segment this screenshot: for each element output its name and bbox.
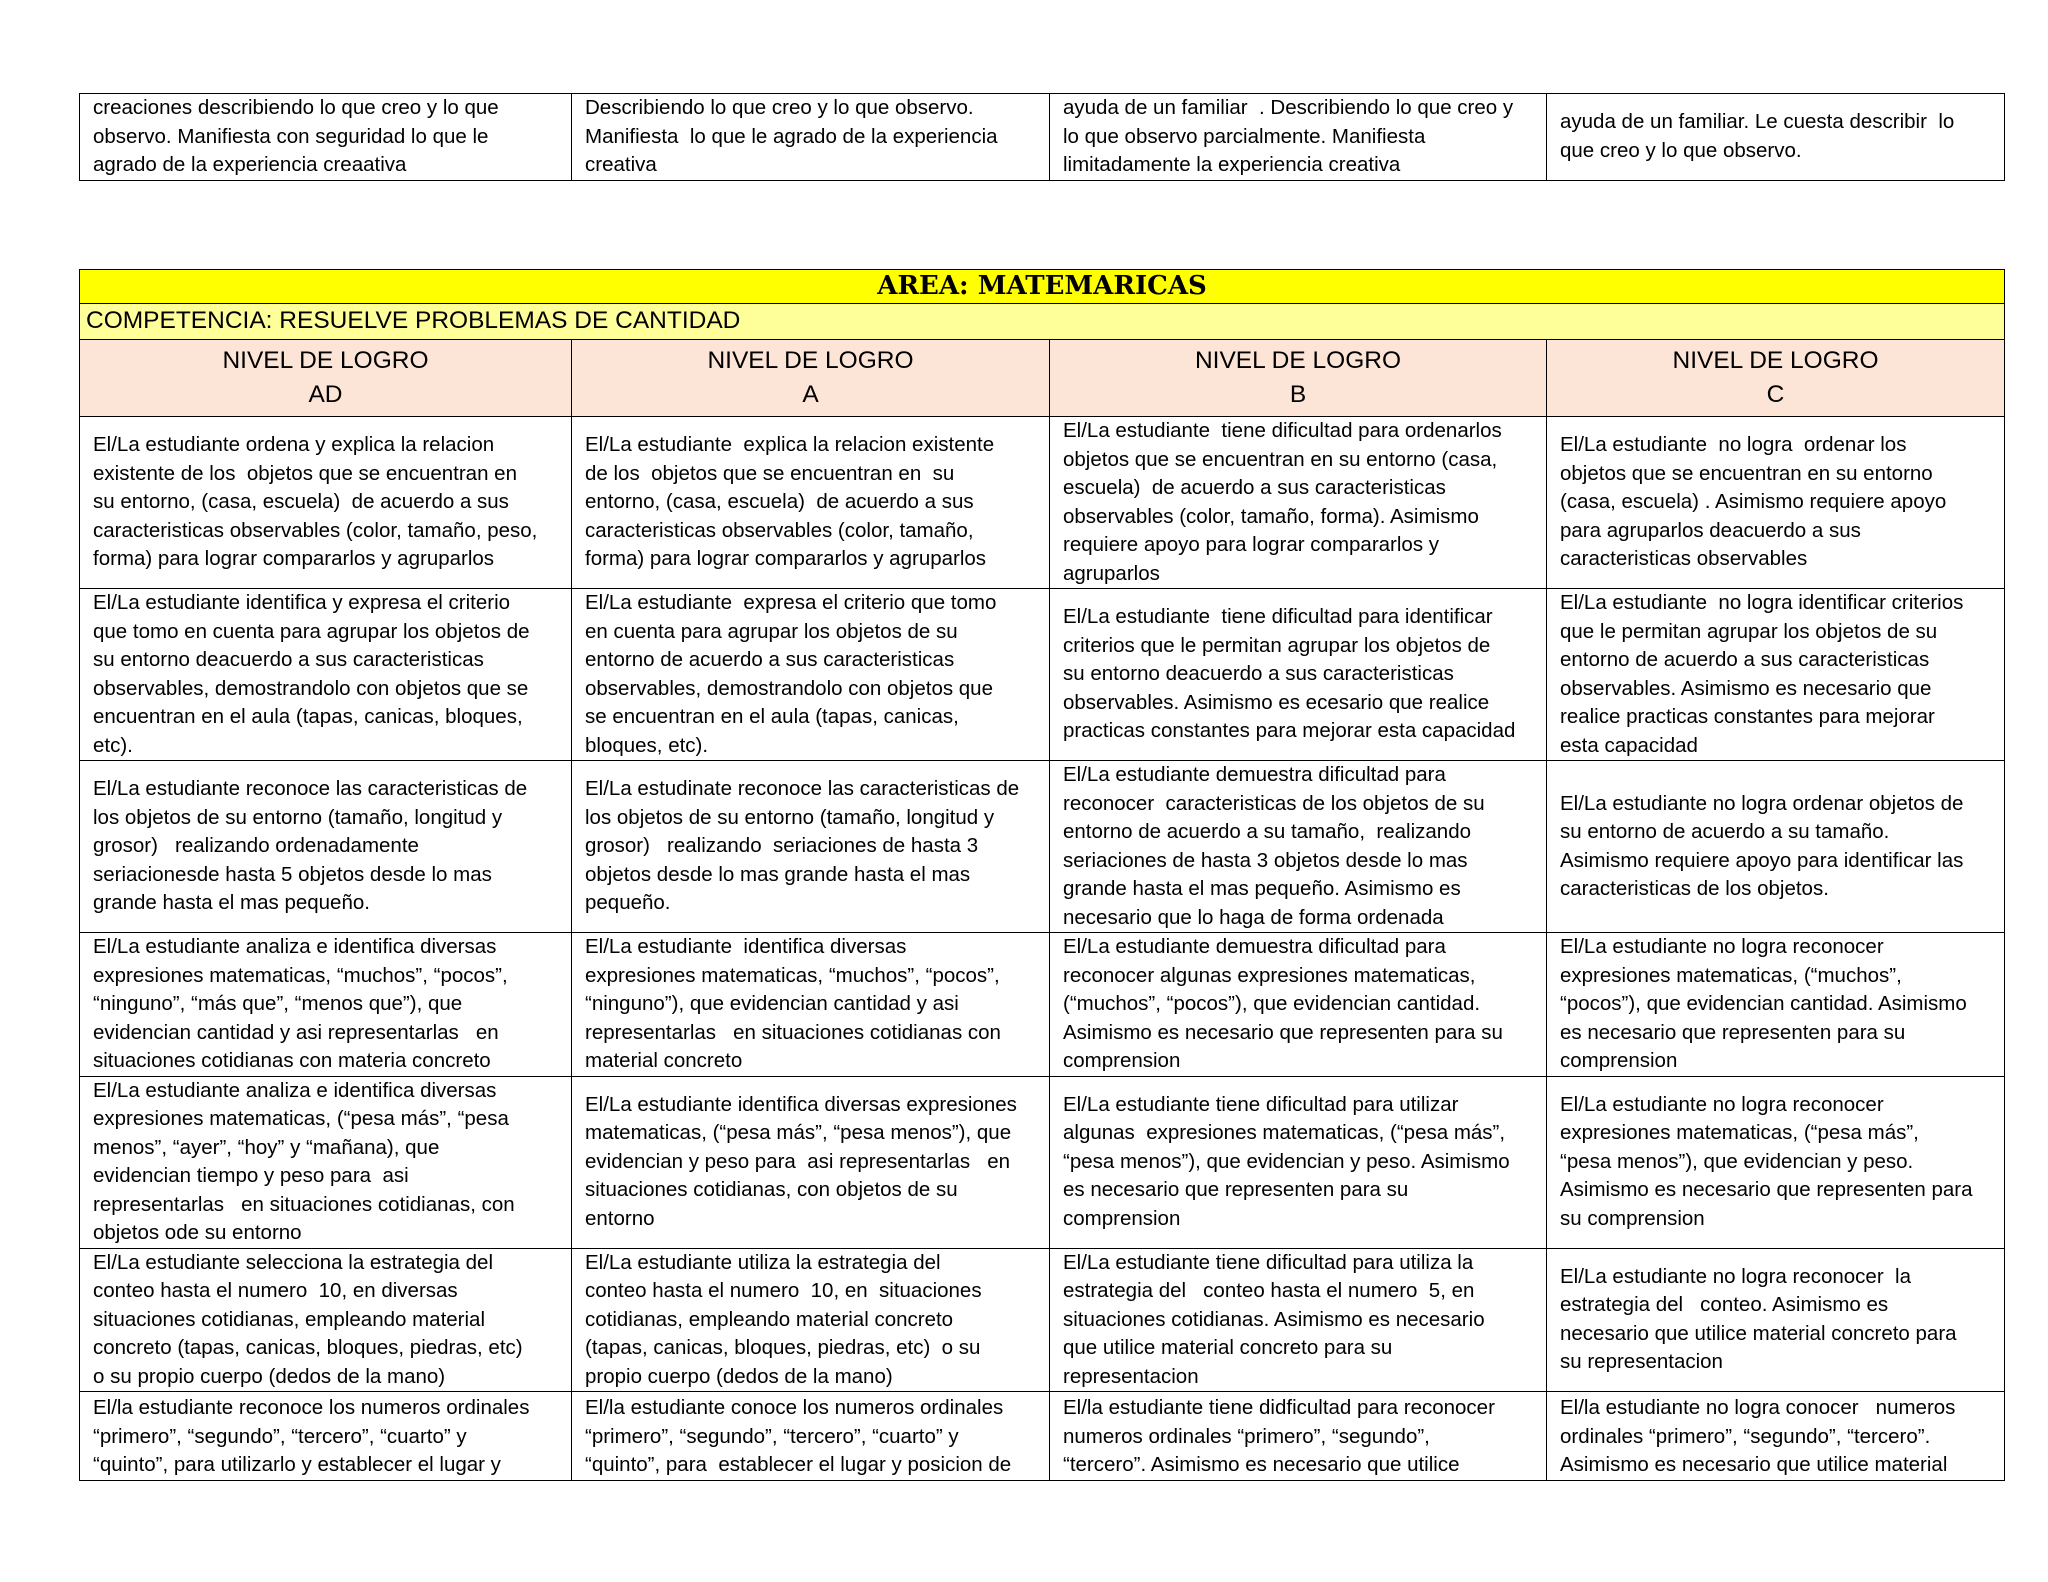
table-cell: El/La estudinate reconoce las caracteristicas de los objetos de su entorno (tamaño, longitud y grosor) realizando seriaciones de hasta 3 objetos desde lo mas grande hasta el mas pequeño. (572, 761, 1050, 933)
table-row (80, 1392, 2005, 1481)
table-row (80, 933, 2005, 1077)
table-row (80, 417, 2005, 589)
level-label: NIVEL DE LOGRO (1672, 346, 1879, 374)
table-cell: El/la estudiante reconoce los numeros ordinales “primero”, “segundo”, “tercero”, “cuarto” y “quinto”, para utilizarlo y establecer el lugar y (80, 1392, 572, 1481)
table-cell: El/La estudiante no logra reconocer expresiones matematicas, (“pesa más”, “pesa menos”), que evidencian y peso. Asimismo es necesario que representen para su comprension (1547, 1076, 2005, 1248)
table-cell: El/La estudiante demuestra dificultad para reconocer caracteristicas de los objetos de su entorno de acuerdo a su tamaño, realizando seriaciones de hasta 3 objetos desde lo mas grande hasta el mas pequeño. Asimismo es necesario que lo haga de forma ordenada (1050, 761, 1547, 933)
table-cell: El/La estudiante ordena y explica la relacion existente de los objetos que se encuentran en su entorno, (casa, escuela) de acuerdo a sus caracteristicas observables (color, tamaño, peso, forma) para lograr compararlos y agruparlos (80, 417, 572, 589)
level-code: A (802, 381, 819, 408)
area-header-row (80, 270, 2005, 304)
table-cell: El/la estudiante no logra conocer numeros ordinales “primero”, “segundo”, “tercero”. Asimismo es necesario que utilice material (1547, 1392, 2005, 1481)
table-cell: El/La estudiante selecciona la estrategia del conteo hasta el numero 10, en diversas situaciones cotidianas, empleando material concreto (tapas, canicas, bloques, piedras, etc) o su propio cuerpo (dedos de la mano) (80, 1248, 572, 1392)
competencia-title: COMPETENCIA: RESUELVE PROBLEMAS DE CANTIDAD (80, 304, 2005, 340)
level-label: NIVEL DE LOGRO (1194, 346, 1402, 374)
table-cell: El/La estudiante tiene dificultad para utilizar algunas expresiones matematicas, (“pesa más”, “pesa menos”), que evidencian y peso. Asimismo es necesario que representen para su comprension (1050, 1076, 1547, 1248)
table-cell: El/La estudiante tiene dificultad para identificar criterios que le permitan agrupar los objetos de su entorno deacuerdo a sus caracteristicas observables. Asimismo es ecesario que realice practicas constantes para mejorar esta capacidad (1050, 589, 1547, 761)
table-cell: creaciones describiendo lo que creo y lo que observo. Manifiesta con seguridad lo que le agrado de la experiencia creaativa (80, 94, 572, 181)
table-cell: Describiendo lo que creo y lo que observo. Manifiesta lo que le agrado de la experiencia creativa (572, 94, 1050, 181)
table-cell: El/la estudiante conoce los numeros ordinales “primero”, “segundo”, “tercero”, “cuarto” y “quinto”, para establecer el lugar y posicion de (572, 1392, 1050, 1481)
table-cell: El/La estudiante no logra ordenar objetos de su entorno de acuerdo a su tamaño. Asimismo requiere apoyo para identificar las caracteristicas de los objetos. (1547, 761, 2005, 933)
table-cell: El/La estudiante no logra reconocer expresiones matematicas, (“muchos”, “pocos”), que evidencian cantidad. Asimismo es necesario que representen para su comprension (1547, 933, 2005, 1077)
level-header-b (1050, 340, 1547, 417)
level-header-c (1547, 340, 2005, 417)
table-cell: El/La estudiante demuestra dificultad para reconocer algunas expresiones matematicas, (“muchos”, “pocos”), que evidencian cantidad. Asimismo es necesario que representen para su comprension (1050, 933, 1547, 1077)
table-cell: El/La estudiante identifica diversas expresiones matematicas, (“pesa más”, “pesa menos”), que evidencian y peso para asi representarlas en situaciones cotidianas, con objetos de su entorno (572, 1076, 1050, 1248)
table-cell: El/la estudiante tiene didficultad para reconocer numeros ordinales “primero”, “segundo”, “tercero”. Asimismo es necesario que utilice (1050, 1392, 1547, 1481)
level-label: NIVEL DE LOGRO (222, 346, 429, 374)
table-cell: El/La estudiante tiene dificultad para ordenarlos objetos que se encuentran en su entorno (casa, escuela) de acuerdo a sus caracteristicas observables (color, tamaño, forma). Asimismo requiere apoyo para lograr compararlos y agruparlos (1050, 417, 1547, 589)
area-title: AREA: MATEMARICAS (80, 270, 2005, 304)
table-cell: ayuda de un familiar . Describiendo lo que creo y lo que observo parcialmente. Manifiesta limitadamente la experiencia creativa (1050, 94, 1547, 181)
table-cell: El/La estudiante no logra ordenar los objetos que se encuentran en su entorno (casa, escuela) . Asimismo requiere apoyo para agruparlos deacuerdo a sus caracteristicas observables (1547, 417, 2005, 589)
level-code: AD (308, 381, 343, 408)
level-header-row (80, 340, 2005, 417)
table-row (80, 1248, 2005, 1392)
level-header-a (572, 340, 1050, 417)
table-cell: El/La estudiante analiza e identifica diversas expresiones matematicas, (“pesa más”, “pesa menos”, “ayer”, “hoy” y “mañana), que evidencian tiempo y peso para asi representarlas en situaciones cotidianas, con objetos ode su entorno (80, 1076, 572, 1248)
table-cell: ayuda de un familiar. Le cuesta describir lo que creo y lo que observo. (1547, 94, 2005, 181)
table-cell: El/La estudiante identifica diversas expresiones matematicas, “muchos”, “pocos”, “ninguno”), que evidencian cantidad y asi representarlas en situaciones cotidianas con material concreto (572, 933, 1050, 1077)
table-row (80, 1076, 2005, 1248)
table-row (80, 761, 2005, 933)
previous-rubric-table (79, 93, 2005, 181)
level-label: NIVEL DE LOGRO (707, 346, 914, 374)
competencia-row (80, 304, 2005, 340)
table-cell: El/La estudiante expresa el criterio que tomo en cuenta para agrupar los objetos de su entorno de acuerdo a sus caracteristicas observables, demostrandolo con objetos que se encuentran en el aula (tapas, canicas, bloques, etc). (572, 589, 1050, 761)
table-cell: El/La estudiante no logra reconocer la estrategia del conteo. Asimismo es necesario que utilice material concreto para su representacion (1547, 1248, 2005, 1392)
level-header-ad (80, 340, 572, 417)
table-cell: El/La estudiante explica la relacion existente de los objetos que se encuentran en su entorno, (casa, escuela) de acuerdo a sus caracteristicas observables (color, tamaño, forma) para lograr compararlos y agruparlos (572, 417, 1050, 589)
table-cell: El/La estudiante identifica y expresa el criterio que tomo en cuenta para agrupar los objetos de su entorno deacuerdo a sus caracteristicas observables, demostrandolo con objetos que se encuentran en el aula (tapas, canicas, bloques, etc). (80, 589, 572, 761)
table-row (80, 589, 2005, 761)
table-cell: El/La estudiante no logra identificar criterios que le permitan agrupar los objetos de su entorno de acuerdo a sus caracteristicas observables. Asimismo es necesario que realice practicas constantes para mejorar esta capacidad (1547, 589, 2005, 761)
table-cell: El/La estudiante tiene dificultad para utiliza la estrategia del conteo hasta el numero 5, en situaciones cotidianas. Asimismo es necesario que utilice material concreto para su representacion (1050, 1248, 1547, 1392)
math-rubric-table (79, 269, 2005, 1481)
level-code: C (1766, 381, 1785, 408)
level-code: B (1289, 381, 1307, 408)
table-cell: El/La estudiante analiza e identifica diversas expresiones matematicas, “muchos”, “pocos”, “ninguno”, “más que”, “menos que”), que evidencian cantidad y asi representarlas en situaciones cotidianas con materia concreto (80, 933, 572, 1077)
table-cell: El/La estudiante utiliza la estrategia del conteo hasta el numero 10, en situaciones cotidianas, empleando material concreto (tapas, canicas, bloques, piedras, etc) o su propio cuerpo (dedos de la mano) (572, 1248, 1050, 1392)
table-cell: El/La estudiante reconoce las caracteristicas de los objetos de su entorno (tamaño, longitud y grosor) realizando ordenadamente seriacionesde hasta 5 objetos desde lo mas grande hasta el mas pequeño. (80, 761, 572, 933)
table-row (80, 94, 2005, 181)
